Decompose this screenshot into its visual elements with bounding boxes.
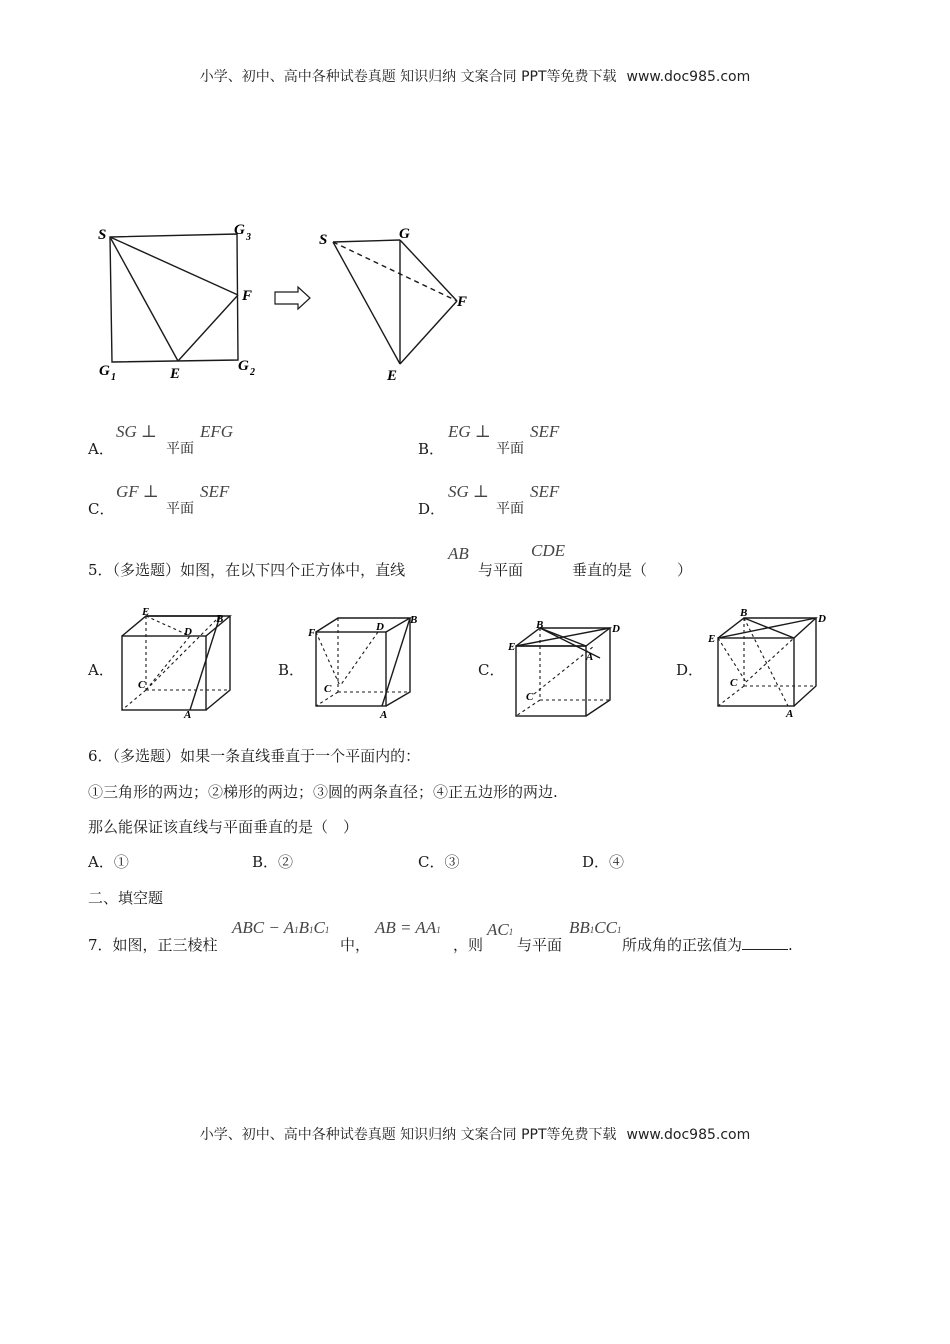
q5-option-c[interactable]: C． <box>478 661 505 679</box>
option-key: A． <box>88 440 114 458</box>
q4-option-c[interactable] <box>88 498 114 519</box>
q5-line-ab: AB <box>448 544 469 563</box>
q6-option-a[interactable] <box>88 851 129 872</box>
label-f-left: F <box>242 288 253 304</box>
q4-option-b-right: SEF <box>530 422 560 441</box>
prism-part-b: B <box>298 918 310 937</box>
left-square-figure <box>110 234 238 362</box>
option-value: ② <box>278 853 294 871</box>
option-key: B． <box>418 440 445 458</box>
eq-text: AB = AA <box>375 918 437 937</box>
cube-b-label-a: A <box>380 709 388 720</box>
sub-1: 1 <box>436 925 441 935</box>
page-header <box>0 66 950 86</box>
cube-b-label-d: D <box>376 621 384 633</box>
cube-a-label-e: E <box>142 606 150 618</box>
label-e-right: E <box>387 368 398 384</box>
q5-option-a[interactable]: A． <box>88 661 114 679</box>
label-g2: G <box>238 358 249 374</box>
q4-option-a[interactable] <box>88 438 114 459</box>
cube-d-label-d: D <box>818 613 826 625</box>
option-key: C． <box>418 853 445 871</box>
section-heading: 二、填空题 <box>88 889 164 907</box>
cube-a-label-d: D <box>184 626 192 638</box>
header-site: www.doc985.com <box>626 69 751 85</box>
cube-figure-b <box>306 608 424 720</box>
q4-option-d-right: SEF <box>530 482 560 501</box>
cube-d-label-c: C <box>730 677 738 689</box>
sub-1: 1 <box>508 927 514 937</box>
line-text: AC <box>487 920 509 939</box>
tetrahedron-figure <box>333 240 457 364</box>
cube-d-label-b: B <box>740 607 748 619</box>
plane-part-a: BB <box>569 918 590 937</box>
label-e-left: E <box>170 366 181 382</box>
q7-prism <box>232 918 329 938</box>
answer-blank[interactable] <box>742 935 788 950</box>
footer-site: www.doc985.com <box>626 1127 751 1143</box>
label-s-left: S <box>98 227 107 243</box>
option-key: D． <box>582 853 610 871</box>
cube-a-label-c: C <box>138 679 146 691</box>
page-footer <box>0 1124 950 1144</box>
q5-stem <box>88 559 405 580</box>
option-key: A． <box>88 853 114 871</box>
header-text: 小学、初中、高中各种试卷真题 知识归纳 文案合同 PPT等免费下载 <box>199 69 617 85</box>
q5-plane-cde: CDE <box>531 541 565 560</box>
label-g1-sub: 1 <box>111 372 116 383</box>
cube-b-label-f: F <box>308 627 316 639</box>
sub-1: 1 <box>294 925 299 935</box>
q6-conditions: ①三角形的两边；②梯形的两边；③圆的两条直径；④正五边形的两边. <box>88 783 558 801</box>
q5-option-b[interactable]: B． <box>278 661 305 679</box>
cube-figure-c <box>506 616 630 720</box>
q5-tag: （多选题） <box>112 561 181 579</box>
q7-equation <box>375 918 441 938</box>
q7-text5-label: 所成角的正弦值为 <box>622 936 743 954</box>
cube-b-label-c: C <box>324 683 332 695</box>
cube-figure-d <box>706 606 834 720</box>
q4-option-a-left: SG ⊥ <box>116 422 158 441</box>
q7-end: . <box>788 936 793 954</box>
label-g2-sub: 2 <box>250 367 255 378</box>
q6-text: 如果一条直线垂直于一个平面内的： <box>180 747 421 765</box>
q6-option-b[interactable] <box>252 851 293 872</box>
q7-text3: ，则 <box>453 936 484 954</box>
q7-text2: 中， <box>340 936 371 954</box>
q7-text1: 如图，正三棱柱 <box>112 936 218 954</box>
q4-option-a-right: EFG <box>200 422 234 441</box>
fold-figure <box>90 218 490 388</box>
sub-1: 1 <box>589 925 595 935</box>
q4-option-a-plane: 平面 <box>166 441 194 457</box>
q5-text3: 垂直的是（ ） <box>572 561 693 579</box>
q7-text4: 与平面 <box>517 936 563 954</box>
label-g3: G <box>234 222 245 238</box>
q7-line-ac1 <box>487 920 513 940</box>
q4-option-c-left: GF ⊥ <box>116 482 159 501</box>
option-key: B． <box>252 853 279 871</box>
cube-c-label-b: B <box>536 619 544 631</box>
sub-1: 1 <box>309 925 314 935</box>
q4-option-d[interactable] <box>418 498 445 519</box>
q4-option-c-plane: 平面 <box>166 501 194 517</box>
q6-tag: （多选题） <box>112 747 181 765</box>
option-key: C． <box>88 500 115 518</box>
q5-text2: 与平面 <box>478 561 524 579</box>
q7-stem <box>88 934 218 955</box>
cube-c-label-c: C <box>526 691 534 703</box>
label-f-right: F <box>457 294 468 310</box>
q6-option-c[interactable] <box>418 851 460 872</box>
q4-option-d-left: SG ⊥ <box>448 482 490 501</box>
cube-c-label-e: E <box>508 641 516 653</box>
q6-question: 那么能保证该直线与平面垂直的是（ ） <box>88 818 359 836</box>
q4-option-d-plane: 平面 <box>496 501 524 517</box>
footer-text: 小学、初中、高中各种试卷真题 知识归纳 文案合同 PPT等免费下载 <box>199 1127 617 1143</box>
label-s-right: S <box>319 232 328 248</box>
cube-d-label-a: A <box>786 708 794 720</box>
cube-a-label-a: A <box>184 709 192 720</box>
cube-figure-a <box>112 606 232 720</box>
cube-c-label-a: A <box>586 651 594 663</box>
q6-number: 6． <box>88 747 113 765</box>
q4-option-c-right: SEF <box>200 482 230 501</box>
q7-text5 <box>622 934 793 955</box>
plane-part-b: CC <box>594 918 617 937</box>
cube-c-label-d: D <box>612 623 620 635</box>
label-g1: G <box>99 363 110 379</box>
q4-option-b[interactable] <box>418 438 444 459</box>
q4-option-b-plane: 平面 <box>496 441 524 457</box>
sub-1: 1 <box>324 925 330 935</box>
arrow-icon <box>275 287 310 309</box>
q5-option-d[interactable]: D． <box>676 661 704 679</box>
cube-a-label-b: B <box>216 613 224 625</box>
option-key: D． <box>418 500 446 518</box>
option-value: ③ <box>444 853 460 871</box>
option-value: ④ <box>609 853 625 871</box>
prism-part-c: C <box>313 918 325 937</box>
sub-1: 1 <box>616 925 622 935</box>
label-g-right: G <box>399 226 410 242</box>
q5-text1: 如图，在以下四个正方体中，直线 <box>180 561 406 579</box>
q6-stem <box>88 745 420 766</box>
q4-option-b-left: EG ⊥ <box>448 422 491 441</box>
option-value: ① <box>113 853 129 871</box>
q7-plane <box>569 918 621 938</box>
q6-option-d[interactable] <box>582 851 624 872</box>
label-g3-sub: 3 <box>246 232 251 243</box>
q7-number: 7． <box>88 936 113 954</box>
cube-b-label-b: B <box>410 614 418 626</box>
cube-d-label-e: E <box>708 633 716 645</box>
prism-part-a: ABC − A <box>232 918 295 937</box>
q5-number: 5． <box>88 561 113 579</box>
